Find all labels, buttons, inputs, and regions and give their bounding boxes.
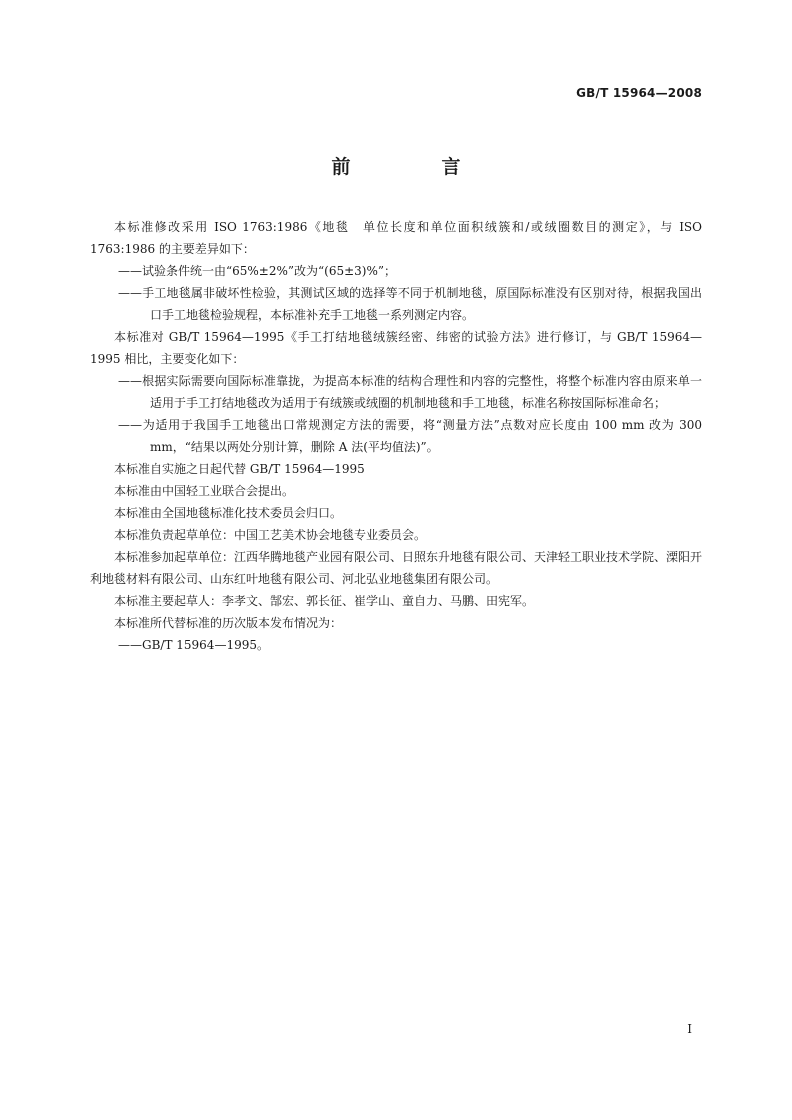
- foreword-body: [90, 216, 702, 656]
- list-item-method-change: ——为适用于我国手工地毯出口常规测定方法的需要，将“测量方法”点数对应长度由 100 mm 改为 300 mm，“结果以两处分别计算，删除 A 法(平均值法)”。: [118, 418, 702, 454]
- list-item-handmade-carpet: ——手工地毯属非破坏性检验，其测试区域的选择等不同于机制地毯，原国际标准没有区别对待，根据我国出口手工地毯检验规程，本标准补充手工地毯一系列测定内容。: [118, 286, 702, 322]
- list-item-scope-change: ——根据实际需要向国际标准靠拢，为提高本标准的结构合理性和内容的完整性，将整个标准内容由原来单一适用于手工打结地毯改为适用于有绒簇或绒圈的机制地毯和手工地毯，标准名称按国际标准命名；: [118, 374, 702, 410]
- page-number: I: [687, 1022, 692, 1036]
- paragraph-proposed-by: 本标准由中国轻工业联合会提出。: [114, 484, 295, 498]
- page-title: 前 言: [331, 156, 497, 178]
- list-item-test-conditions: ——试验条件统一由“65%±2%”改为“(65±3)%”；: [118, 264, 397, 278]
- standard-code: GB/T 15964—2008: [576, 86, 702, 100]
- paragraph-revision: 本标准对 GB/T 15964—1995《手工打结地毯绒簇经密、纬密的试验方法》进行修订，与 GB/T 15964—1995 相比，主要变化如下：: [90, 330, 702, 366]
- paragraph-participating-units: 本标准参加起草单位：江西华腾地毯产业园有限公司、日照东升地毯有限公司、天津轻工职业技术学院、溧阳开利地毯材料有限公司、山东红叶地毯有限公司、河北弘业地毯集团有限公司。: [90, 550, 703, 586]
- paragraph-history: 本标准所代替标准的历次版本发布情况为：: [114, 616, 343, 630]
- list-item-previous-version: ——GB/T 15964—1995。: [118, 638, 269, 652]
- paragraph-under-jurisdiction: 本标准由全国地毯标准化技术委员会归口。: [114, 506, 343, 520]
- paragraph-drafting-unit: 本标准负责起草单位：中国工艺美术协会地毯专业委员会。: [114, 528, 427, 542]
- paragraph-replaces: 本标准自实施之日起代替 GB/T 15964—1995: [114, 462, 365, 476]
- paragraph-adoption: 本标准修改采用 ISO 1763:1986《地毯 单位长度和单位面积绒簇和/或绒圈数目的测定》，与 ISO 1763:1986 的主要差异如下：: [90, 220, 702, 256]
- paragraph-drafters: 本标准主要起草人：李孝文、郜宏、郭长征、崔学山、童自力、马鹏、田宪军。: [114, 594, 535, 608]
